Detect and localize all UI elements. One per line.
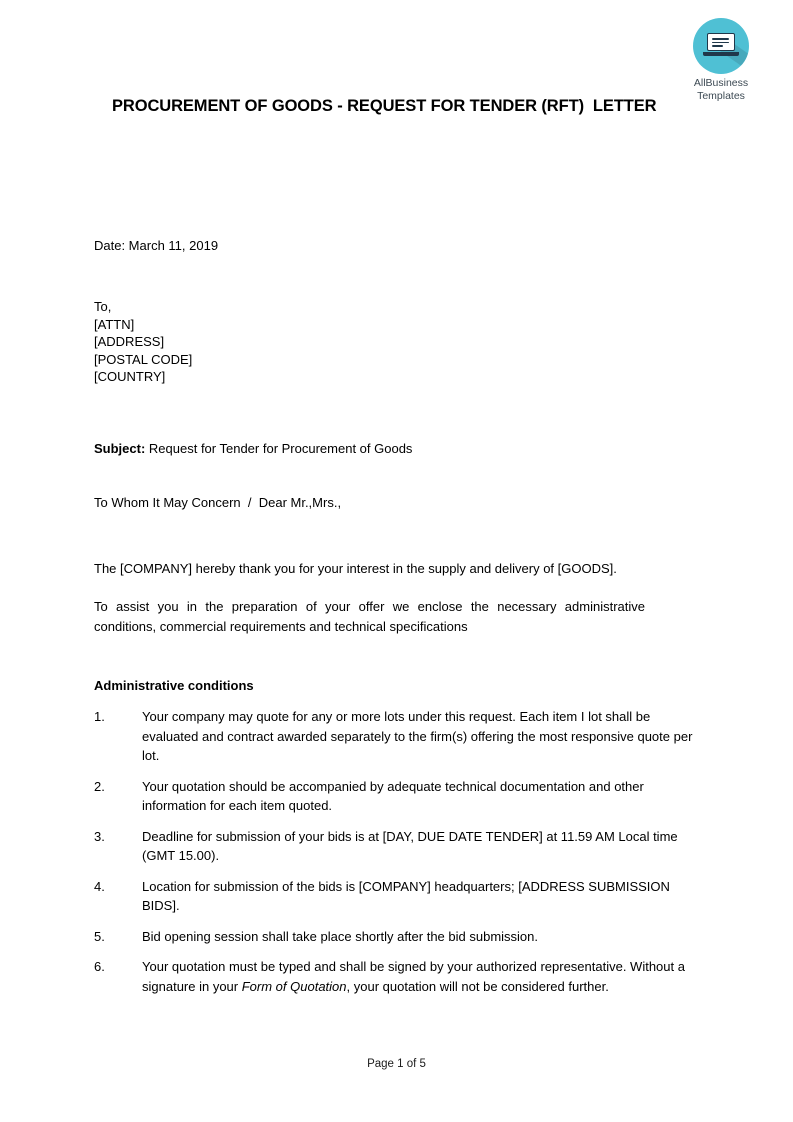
- recipient-address: [ADDRESS]: [94, 334, 165, 349]
- recipient-to: To,: [94, 299, 112, 314]
- recipient-country: [COUNTRY]: [94, 369, 166, 384]
- recipient-address-block: [94, 298, 192, 386]
- laptop-icon: [703, 33, 739, 59]
- laptop-text-line: [712, 45, 723, 47]
- list-item-emphasis: Form of Quotation: [241, 978, 347, 994]
- list-item-text: [142, 707, 695, 766]
- body-paragraph-1: The [COMPANY] hereby thank you for your interest in the supply and delivery of [GOODS].: [94, 561, 617, 576]
- brand-logo: [673, 18, 769, 102]
- subject-label: Subject:: [94, 441, 146, 456]
- list-item-number: 6.: [94, 959, 105, 974]
- list-item: [94, 707, 695, 766]
- list-item: [94, 877, 695, 916]
- list-item-text: [142, 957, 695, 996]
- brand-name-line2: Templates: [697, 89, 745, 102]
- subject-line: [94, 441, 412, 456]
- salutation: To Whom It May Concern / Dear Mr.,Mrs.,: [94, 495, 342, 510]
- page-footer: Page 1 of 5: [367, 1058, 426, 1070]
- administrative-conditions-list: [94, 707, 695, 1007]
- list-item-number: 3.: [94, 828, 105, 844]
- recipient-postal-code: [POSTAL CODE]: [94, 351, 193, 367]
- subject-value: Request for Tender for Procurement of Goods: [145, 441, 413, 456]
- list-item-text-segment: , your quotation will not be considered further.: [346, 978, 609, 994]
- list-item-text: [142, 777, 695, 816]
- list-item-number: 2.: [94, 778, 105, 794]
- list-item: [94, 957, 695, 996]
- page-title: PROCUREMENT OF GOODS - REQUEST FOR TENDER (RFT) LETTER: [112, 97, 657, 115]
- list-item: [94, 927, 695, 947]
- date-line: Date: March 11, 2019: [94, 238, 219, 253]
- list-item-number: 1.: [94, 709, 105, 724]
- laptop-screen: [707, 33, 735, 51]
- laptop-base: [703, 52, 739, 56]
- brand-name-line1: AllBusiness: [693, 77, 749, 89]
- list-item-text-segment: Location for submission of the bids is [COMPANY] headquarters; [ADDRESS SUBMISSION BIDS].: [142, 878, 670, 913]
- list-item-number: 5.: [94, 928, 105, 944]
- list-item-text-segment: Your company may quote for any or more lots under this request. Each item I lot shall be evaluated and contract awarded separately to the firm(s) offering the most responsive quote per lot.: [142, 709, 693, 763]
- laptop-text-line: [712, 42, 729, 44]
- list-item-text-segment: Deadline for submission of your bids is at [DAY, DUE DATE TENDER] at 11.59 AM Local time (GMT 15.00).: [142, 828, 678, 863]
- laptop-text-line: [712, 38, 729, 40]
- list-item: [94, 777, 695, 816]
- list-item-text: [142, 927, 695, 947]
- list-item: [94, 827, 695, 866]
- list-item-text-segment: Your quotation should be accompanied by adequate technical documentation and other information for each item quoted.: [142, 778, 644, 813]
- list-item-number: 4.: [94, 878, 105, 894]
- list-item-text: [142, 877, 695, 916]
- list-item-text: [142, 827, 695, 866]
- body-paragraph-2: To assist you in the preparation of your offer we enclose the necessary administrative conditions, commercial requirements and technical specifications: [94, 599, 645, 634]
- brand-name: [673, 77, 769, 102]
- logo-circle: [693, 18, 749, 74]
- list-item-text-segment: Bid opening session shall take place shortly after the bid submission.: [142, 928, 538, 944]
- list-item-text-segment: Your quotation must be typed and shall be signed by your authorized representative. Without a signature in your: [142, 959, 685, 994]
- recipient-attn: [ATTN]: [94, 316, 135, 332]
- section-heading-administrative-conditions: Administrative conditions: [94, 678, 254, 693]
